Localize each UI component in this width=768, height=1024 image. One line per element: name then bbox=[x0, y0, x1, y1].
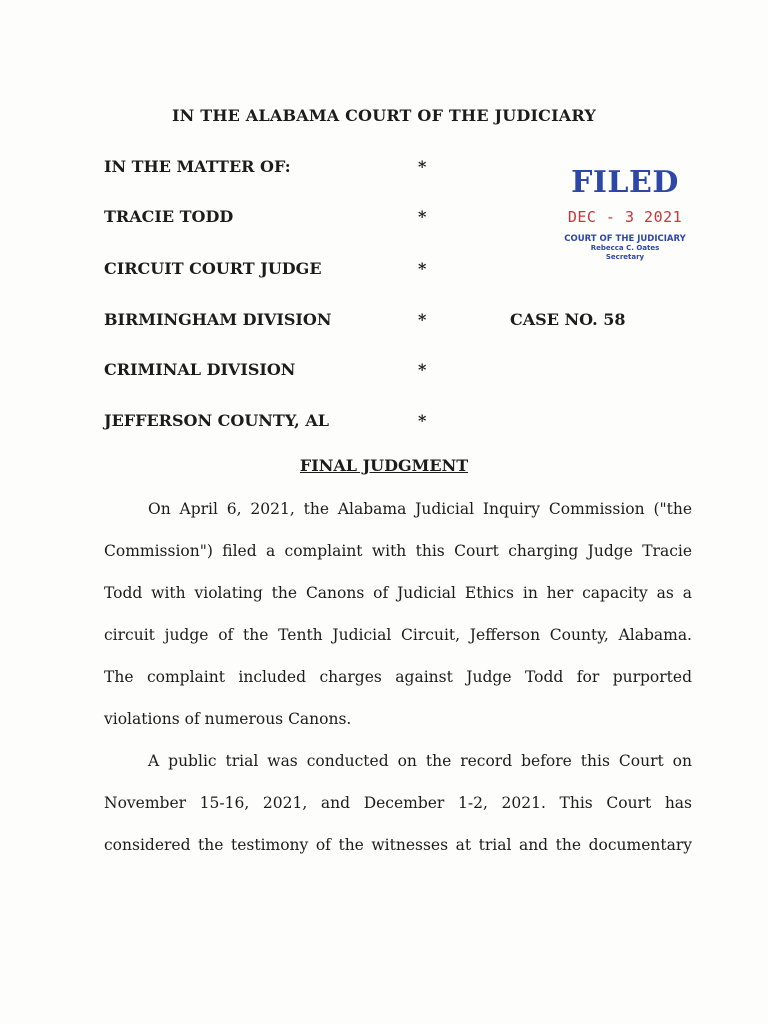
paragraph-line: considered the testimony of the witnesses at trial and the documentary bbox=[104, 836, 692, 854]
caption-separator: * bbox=[418, 207, 427, 226]
paragraph-line: On April 6, 2021, the Alabama Judicial Inquiry Commission ("the bbox=[148, 500, 692, 518]
caption-separator: * bbox=[418, 310, 427, 329]
stamp-name: Rebecca C. Oates bbox=[590, 244, 660, 252]
stamp-court: COURT OF THE JUDICIARY bbox=[564, 234, 686, 244]
paragraph-line: violations of numerous Canons. bbox=[104, 710, 352, 728]
caption-line: TRACIE TODD bbox=[104, 207, 234, 226]
caption-separator: * bbox=[418, 259, 427, 278]
paragraph-line: A public trial was conducted on the record before this Court on bbox=[148, 752, 692, 770]
caption-separator: * bbox=[418, 157, 427, 176]
caption-line: CIRCUIT COURT JUDGE bbox=[104, 259, 322, 278]
filed-stamp bbox=[540, 166, 710, 262]
paragraph-line: November 15-16, 2021, and December 1-2, 2021. This Court has bbox=[104, 794, 692, 812]
paragraph-line: circuit judge of the Tenth Judicial Circuit, Jefferson County, Alabama. bbox=[104, 626, 692, 644]
case-number: CASE NO. 58 bbox=[510, 310, 626, 329]
caption-separator: * bbox=[418, 360, 427, 379]
stamp-date: DEC - 3 2021 bbox=[567, 208, 683, 226]
caption-line: JEFFERSON COUNTY, AL bbox=[104, 411, 329, 430]
paragraph-line: Todd with violating the Canons of Judicial Ethics in her capacity as a bbox=[104, 584, 692, 602]
paragraph-line: The complaint included charges against Judge Todd for purported bbox=[104, 668, 692, 686]
paragraph-line: Commission") filed a complaint with this Court charging Judge Tracie bbox=[104, 542, 692, 560]
stamp-role: Secretary bbox=[605, 253, 645, 261]
caption-separator: * bbox=[418, 411, 427, 430]
stamp-filed-text: FILED bbox=[571, 165, 679, 200]
court-title: IN THE ALABAMA COURT OF THE JUDICIARY bbox=[171, 106, 597, 125]
caption-line: BIRMINGHAM DIVISION bbox=[104, 310, 332, 329]
document-heading: FINAL JUDGMENT bbox=[299, 456, 469, 475]
caption-line: IN THE MATTER OF: bbox=[104, 157, 291, 176]
caption-line: CRIMINAL DIVISION bbox=[104, 360, 296, 379]
